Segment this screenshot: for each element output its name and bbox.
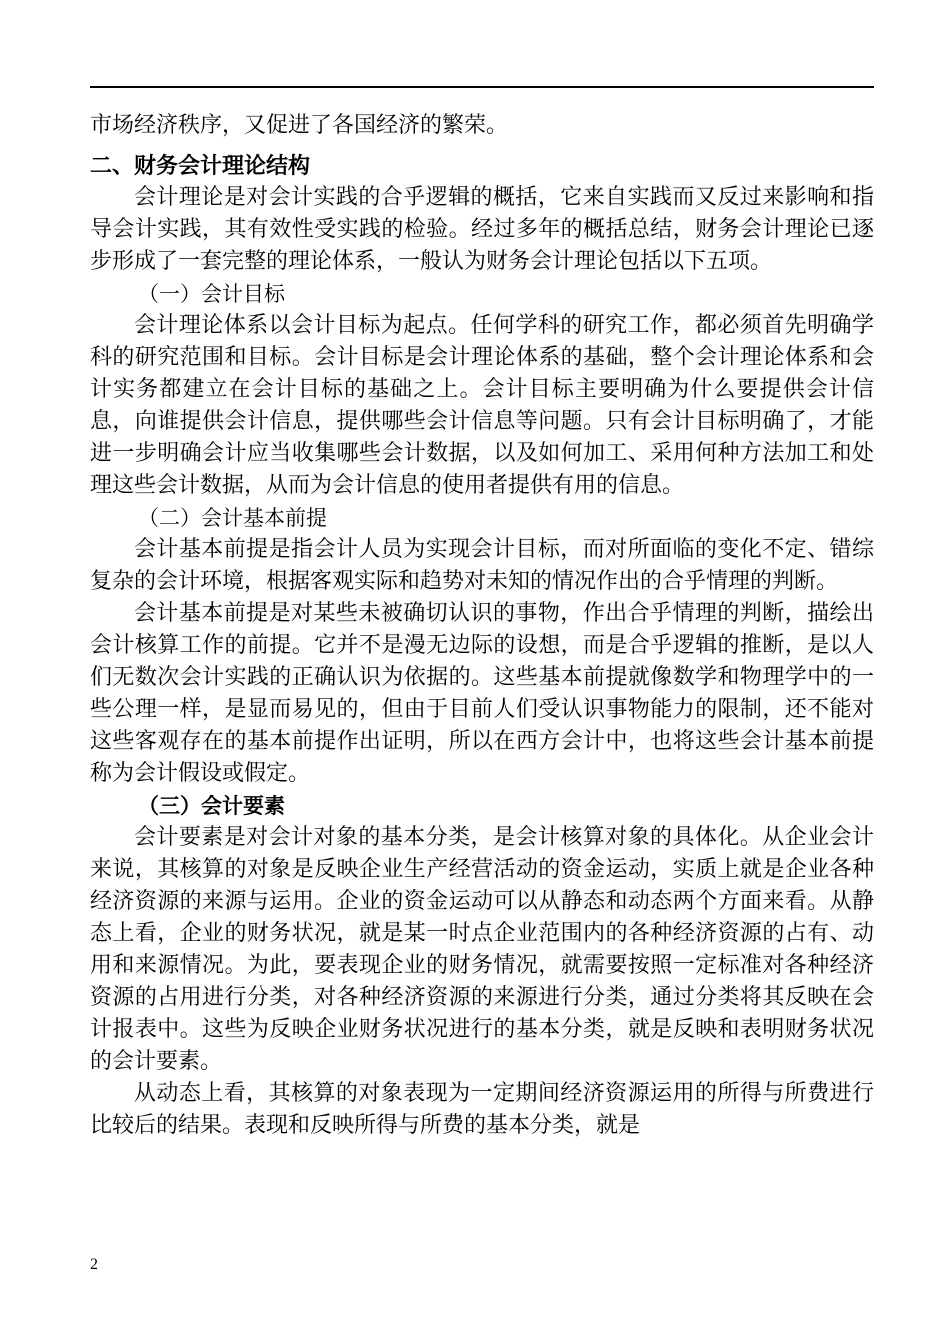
paragraph-accounting-objectives: 会计理论体系以会计目标为起点。任何学科的研究工作，都必须首先明确学科的研究范围和目标。会计目标是会计理论体系的基础，整个会计理论体系和会计实务都建立在会计目标的基础之上。会计目标主要明确为什么要提供会计信息，向谁提供会计信息，提供哪些会计信息等问题。只有会计目标明确了，才能进一步明确会计应当收集哪些会计数据，以及如何加工、采用何种方法加工和处理这些会计数据，从而为会计信息的使用者提供有用的信息。 [90,313,874,498]
subsection-heading-accounting-objectives: （一）会计目标 [138,282,285,306]
document-body [90,110,874,1142]
subsection-heading-basic-premises: （二）会计基本前提 [138,506,327,530]
paragraph-accounting-elements-1: 会计要素是对会计对象的基本分类，是会计核算对象的具体化。从企业会计来说，其核算的对象是反映企业生产经营活动的资金运动，实质上就是企业各种经济资源的来源与运用。企业的资金运动可以从静态和动态两个方面来看。从静态上看，企业的财务状况，就是某一时点企业范围内的各种经济资源的占有、动用和来源情况。为此，要表现企业的财务情况，就需要按照一定标准对各种经济资源的占用进行分类，对各种经济资源的来源进行分类，通过分类将其反映在会计报表中。这些为反映企业财务状况进行的基本分类，就是反映和表明财务状况的会计要素。 [90,825,874,1074]
subsection-heading-accounting-elements: （三）会计要素 [138,794,285,818]
paragraph-basic-premises-2: 会计基本前提是对某些未被确切认识的事物，作出合乎情理的判断，描绘出会计核算工作的前提。它并不是漫无边际的设想，而是合乎逻辑的推断，是以人们无数次会计实践的正确认识为依据的。这些基本前提就像数学和物理学中的一些公理一样，是显而易见的，但由于目前人们受认识事物能力的限制，还不能对这些客观存在的基本前提作出证明，所以在西方会计中，也将这些会计基本前提称为会计假设或假定。 [90,601,874,786]
paragraph-basic-premises-1: 会计基本前提是指会计人员为实现会计目标，而对所面临的变化不定、错综复杂的会计环境，根据客观实际和趋势对未知的情况作出的合乎情理的判断。 [90,537,874,594]
intro-paragraph: 会计理论是对会计实践的合乎逻辑的概括，它来自实践而又反过来影响和指导会计实践，其有效性受实践的检验。经过多年的概括总结，财务会计理论已逐步形成了一套完整的理论体系，一般认为财务会计理论包括以下五项。 [90,185,874,274]
lead-line: 市场经济秩序，又促进了各国经济的繁荣。 [90,113,509,138]
section-heading: 二、财务会计理论结构 [90,154,311,179]
page-number: 2 [90,1256,98,1273]
paragraph-accounting-elements-2: 从动态上看，其核算的对象表现为一定期间经济资源运用的所得与所费进行比较后的结果。表现和反映所得与所费的基本分类，就是 [90,1081,874,1138]
header-rule [90,86,874,88]
